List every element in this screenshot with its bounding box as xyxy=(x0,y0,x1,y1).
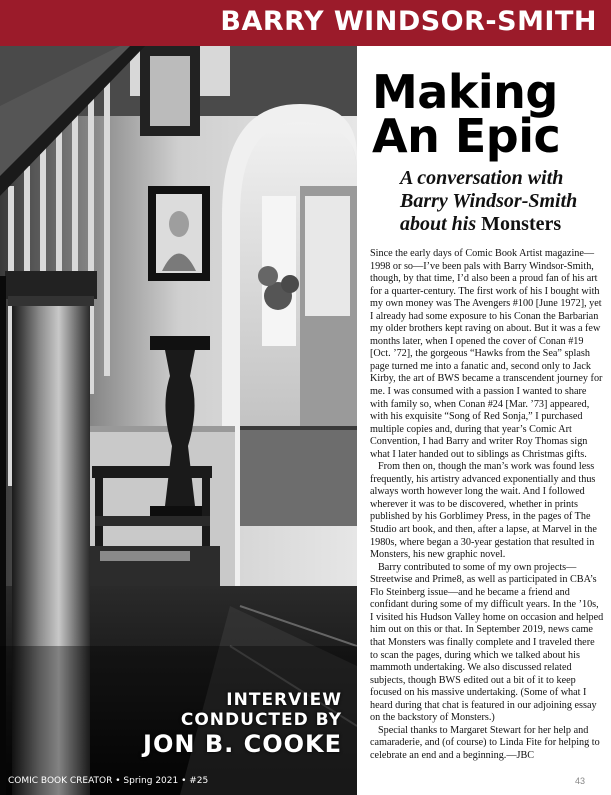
subhead-title: Monsters xyxy=(481,213,562,235)
interview-credit xyxy=(110,690,342,758)
hallway-photo xyxy=(0,46,357,795)
article-paragraph: Special thanks to Margaret Stewart for her help and camaraderie, and (of course) to Linda Fite for helping to celebrate an end and a beginning.—JBC xyxy=(370,724,600,761)
page-number: 43 xyxy=(574,776,585,786)
publication-footer: COMIC BOOK CREATOR • Spring 2021 • #25 xyxy=(8,776,209,786)
article-headline xyxy=(372,65,607,163)
article-body xyxy=(370,248,604,762)
headline-line-2: An Epic xyxy=(372,109,561,163)
article-paragraph: Since the early days of Comic Book Artist magazine—1998 or so—I’ve been pals with Barry Windsor-Smith, though, by that time, I’d also been a proud fan of his art for a quarter-century. The first work of his I bought with my own money was The Avengers #100 [June 1972], yet I already had some exposure to his Conan the Barbarian my older brothers kept raving on about. But it was a few months later, when I opened the cover of Conan #19 [Oct. ’72], the gorgeous “Hawks from the Sea” splash page turned me into a fanatic and, second only to Jack Kirby, the art of BWS became a transcendent journey for me. I was consumed with a passion I wanted to share with family so, when Conan #24 [Mar. ’73] appeared, with his exquisite “Song of Red Sonja,” I purchased multiple copies and, during that year’s Comic Art Convention, I had Barry and writer Roy Thomas sign what I later handed out to siblings as Christmas gifts. xyxy=(370,248,603,460)
subhead-text: A conversation with Barry Windsor-Smith about his xyxy=(400,167,578,235)
interviewer-name: JON B. COOKE xyxy=(143,730,342,758)
article-paragraph: Barry contributed to some of my own projects—Streetwise and Prime8, as well as participated in CBA’s Flo Steinberg issue—and he became a friend and confidant during some of my difficult years. In the ’10s, I visited his Hudson Valley home on occasion and helped him out on this or that. In September 2019, news came that Monsters was finally complete and I traveled there to scan the pages, during which we talked about his mammoth undertaking. We also discussed related subjects, though BWS edited out a bit of it to keep focused on his massive undertaking. (Some of what I heard during that chat is featured in our adjoining essay on the backstory of Monsters.) xyxy=(370,561,604,724)
banner-title: BARRY WINDSOR-SMITH xyxy=(220,6,597,37)
interview-label: INTERVIEW xyxy=(226,690,342,710)
headline-line-1: Making xyxy=(372,65,558,119)
article-subhead xyxy=(400,167,600,236)
article-paragraph: From then on, though the man’s work was found less frequently, his artistry advanced exponentially and thus always worth however long the wait. And I followed wherever it was to be discovered, whether in prints published by his Gorblimey Press, in the pages of The Studio art book, and then, after a lapse, at Marvel in the 1980s, where began a 30-year gestation that resulted in Monsters, his new graphic novel. xyxy=(370,461,597,561)
header-banner xyxy=(0,0,611,46)
conducted-by-label: CONDUCTED BY xyxy=(180,710,342,730)
